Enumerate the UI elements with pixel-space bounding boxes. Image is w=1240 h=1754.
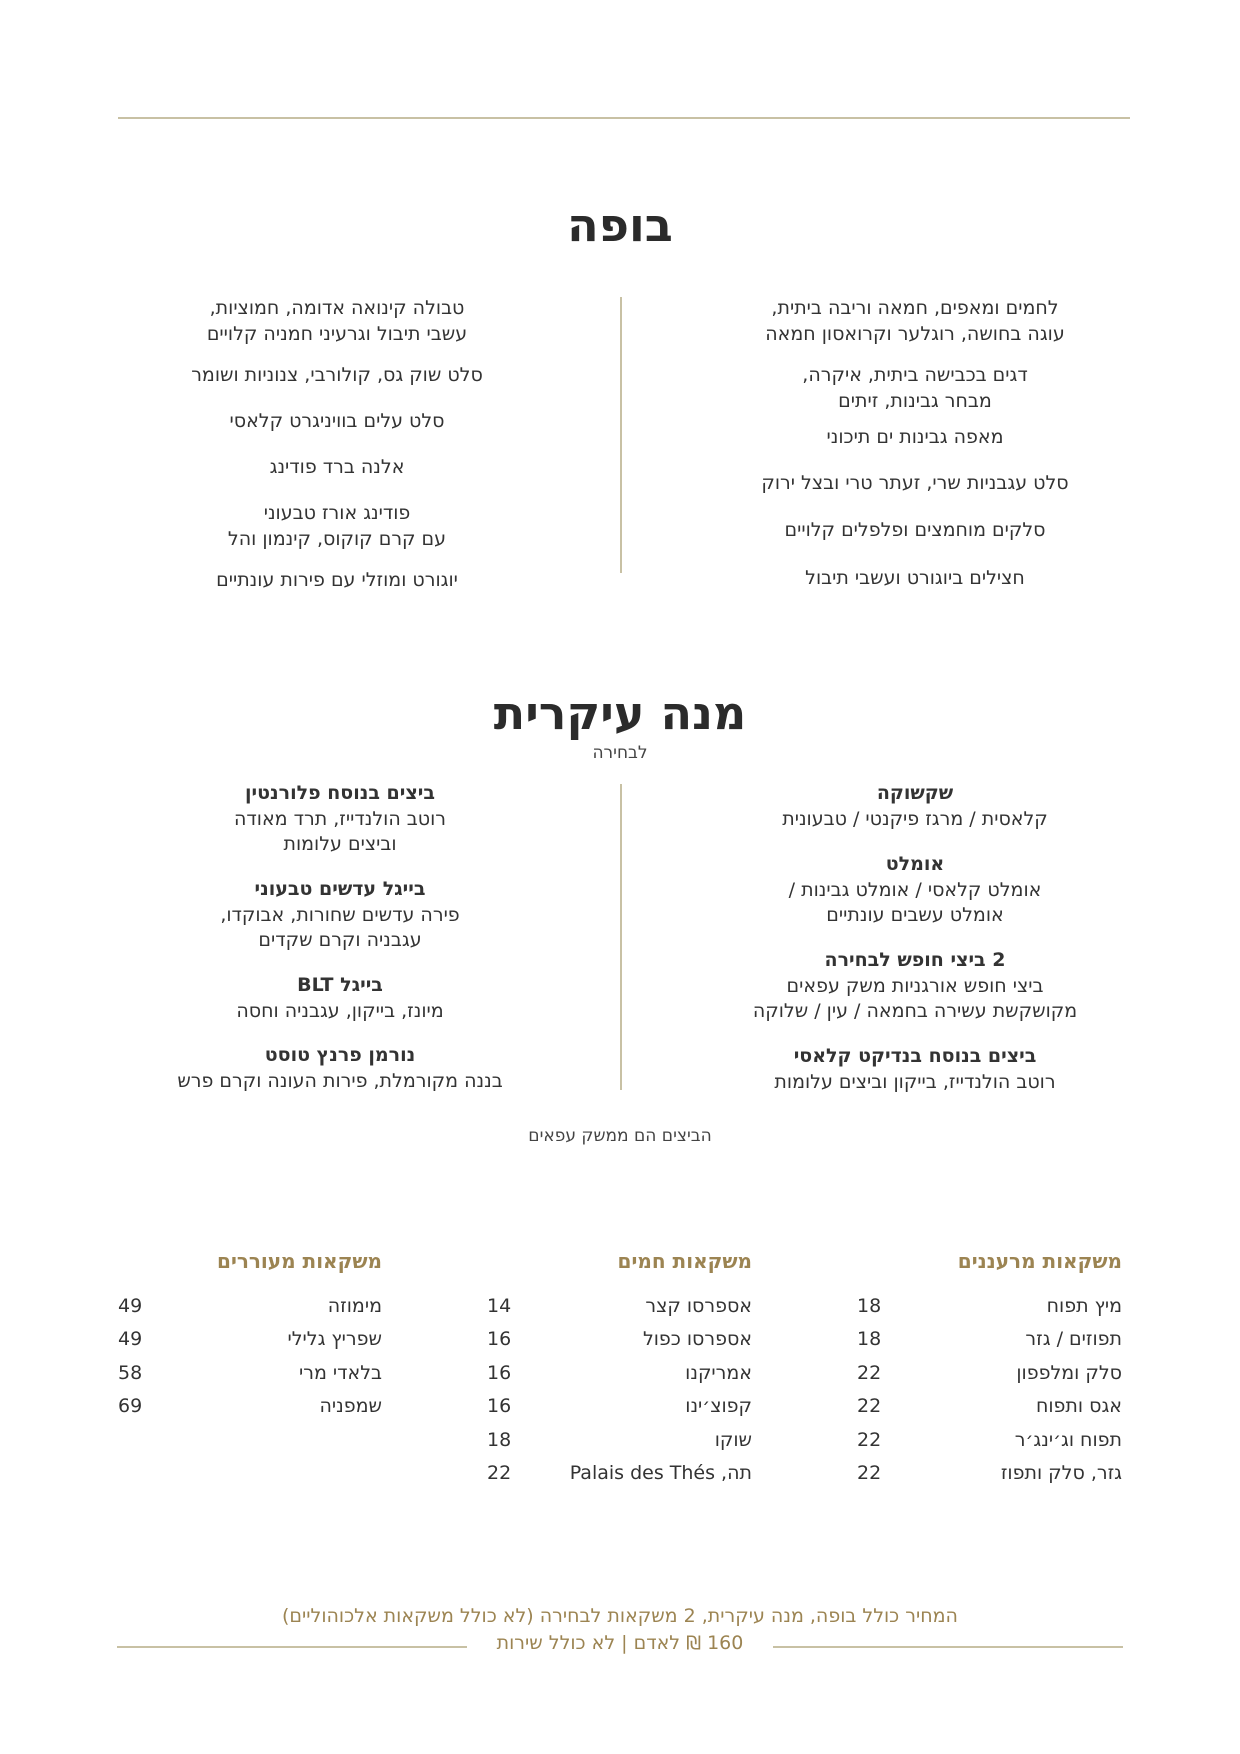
drink-name: שמפניה [319, 1395, 382, 1418]
drink-price: 18 [487, 1428, 512, 1451]
main-title: מנה עיקרית [493, 686, 747, 740]
main-item: בייגל עדשים טבעוני פירה עדשים שחורות, אבוקדו, עגבניה וקרם שקדים [140, 877, 540, 973]
buffet-item: אלנה ברד פודינג [269, 456, 405, 478]
drink-price: 49 [118, 1294, 143, 1317]
drink-name: מיץ תפוח [1046, 1294, 1122, 1317]
buffet-item: סלט עגבניות שרי, זעתר טרי ובצל ירוק [761, 472, 1069, 494]
buffet-item: חצילים ביוגורט ועשבי תיבול [805, 567, 1025, 589]
main-item-name: שקשוקה [876, 782, 954, 804]
main-left-column [140, 781, 540, 1095]
main-divider [620, 784, 622, 1090]
footer-rule-left [117, 1646, 467, 1648]
drinks-heading: משקאות חמים [617, 1249, 752, 1273]
drink-price: 16 [487, 1395, 512, 1418]
main-item-name: 2 ביצי חופש לבחירה [824, 949, 1006, 971]
main-subtitle: לבחירה [592, 743, 648, 763]
drink-row [857, 1423, 1122, 1457]
drink-row [857, 1289, 1122, 1323]
drink-row [857, 1457, 1122, 1491]
drink-price: 22 [857, 1462, 882, 1485]
buffet-item: יוגורט ומוזלי עם פירות עונתיים [216, 569, 458, 591]
drink-price: 18 [857, 1328, 882, 1351]
main-item: 2 ביצי חופש לבחירה ביצי חופש אורגניות משק עפאים מקושקשת עשירה בחמאה / עין / שלוקה [710, 948, 1120, 1044]
drink-price: 16 [487, 1361, 512, 1384]
drink-price: 69 [118, 1395, 143, 1418]
buffet-item: סלט עלים בוויניגרט קלאסי [229, 410, 445, 432]
drink-price: 22 [857, 1395, 882, 1418]
drinks-column-alcoholic [118, 1248, 382, 1423]
drink-name: מימוזה [327, 1294, 382, 1317]
top-rule [118, 117, 1130, 119]
drink-name: קפוצ׳ינו [685, 1395, 752, 1418]
buffet-item: מאפה גבינות ים תיכוני [826, 426, 1004, 448]
main-right-column [710, 781, 1120, 1096]
drink-row [487, 1457, 752, 1491]
drink-name: תפוח וג׳ינג׳ר [1014, 1428, 1122, 1451]
buffet-item: לחמים ומאפים, חמאה וריבה ביתית, עוגה בחושה, רוגלער וקרואסון חמאה [765, 297, 1065, 345]
drink-name: אמריקנו [685, 1361, 752, 1384]
buffet-divider [620, 297, 622, 573]
buffet-item: טבולה קינואה אדומה, חמוציות, עשבי תיבול וגרעיני חמניה קלויים [206, 297, 468, 345]
drink-price: 18 [857, 1294, 882, 1317]
buffet-item: פודינג אורז טבעוני עם קרם קוקוס, קינמון והל [227, 502, 447, 550]
main-item: בייגל BLT מיונז, בייקון, עגבניה וחסה [140, 973, 540, 1043]
drink-price: 14 [487, 1294, 512, 1317]
main-item: ביצים בנוסח פלורנטין רוטב הולנדייז, תרד מאודה וביצים עלומות [140, 781, 540, 877]
drink-row [487, 1423, 752, 1457]
main-item-name: בייגל עדשים טבעוני [254, 878, 426, 900]
main-item: אומלט אומלט קלאסי / אומלט גבינות / אומלט עשבים עונתיים [710, 852, 1120, 948]
drink-row [118, 1289, 382, 1323]
footer-rule-right [773, 1646, 1123, 1648]
drink-name: תה, Palais des Thés [569, 1462, 752, 1485]
drink-row [487, 1356, 752, 1390]
drink-name: שפריץ גלילי [287, 1328, 382, 1351]
buffet-item: סלט שוק גס, קולורבי, צנוניות ושומר [191, 364, 483, 386]
main-item-name: ביצים בנוסח פלורנטין [245, 782, 435, 804]
buffet-left-column [152, 296, 522, 594]
drink-row [857, 1323, 1122, 1357]
price-includes-note: המחיר כולל בופה, מנה עיקרית, 2 משקאות לבחירה (לא כולל משקאות אלכוהוליים) [282, 1605, 958, 1627]
drink-price: 22 [487, 1462, 512, 1485]
drinks-heading: משקאות מעוררים [217, 1249, 382, 1273]
drink-price: 49 [118, 1328, 143, 1351]
main-item: ביצים בנוסח בנדיקט קלאסי רוטב הולנדייז, בייקון וביצים עלומות [710, 1044, 1120, 1096]
drink-row [118, 1356, 382, 1390]
drink-row [857, 1390, 1122, 1424]
drink-row [118, 1390, 382, 1424]
drink-name: אספרסו כפול [642, 1328, 752, 1351]
drink-name: גזר, סלק ותפוז [1000, 1462, 1122, 1485]
drink-name: סלק ומלפפון [1016, 1361, 1122, 1384]
main-item: נורמן פרנץ טוסט בננה מקורמלת, פירות העונה וקרם פרש [140, 1043, 540, 1095]
drink-price: 58 [118, 1361, 143, 1384]
drinks-heading: משקאות מרעננים [957, 1249, 1122, 1273]
buffet-title: בופה [567, 198, 673, 252]
drinks-column-hot [487, 1248, 752, 1490]
drink-row [857, 1356, 1122, 1390]
drink-row [487, 1390, 752, 1424]
drink-price: 22 [857, 1361, 882, 1384]
drink-price: 16 [487, 1328, 512, 1351]
main-item-name: אומלט [885, 853, 945, 875]
drink-row [487, 1323, 752, 1357]
drink-price: 22 [857, 1428, 882, 1451]
eggs-note: הביצים הם ממשק עפאים [528, 1126, 712, 1146]
drink-name: אספרסו קצר [645, 1294, 752, 1317]
drinks-column-refreshing [857, 1248, 1122, 1490]
drink-row [487, 1289, 752, 1323]
buffet-item: סלקים מוחמצים ופלפלים קלויים [784, 519, 1046, 541]
buffet-item: דגים בכבישה ביתית, איקרה, מבחר גבינות, זיתים [802, 364, 1028, 412]
main-item-name: נורמן פרנץ טוסט [264, 1044, 416, 1066]
main-item: שקשוקה קלאסית / מרגז פיקנטי / טבעונית [710, 781, 1120, 852]
drink-name: בלאדי מרי [298, 1361, 382, 1384]
drink-row [118, 1323, 382, 1357]
price-per-person: 160 ₪ לאדם | לא כולל שירות [496, 1632, 744, 1654]
drink-name: אגס ותפוח [1035, 1395, 1122, 1418]
main-item-name: ביצים בנוסח בנדיקט קלאסי [793, 1045, 1037, 1067]
drink-name: שוקו [714, 1428, 752, 1451]
buffet-right-column [730, 296, 1100, 592]
drink-name: תפוזים / גזר [1025, 1328, 1122, 1351]
main-item-name: בייגל BLT [297, 974, 383, 996]
